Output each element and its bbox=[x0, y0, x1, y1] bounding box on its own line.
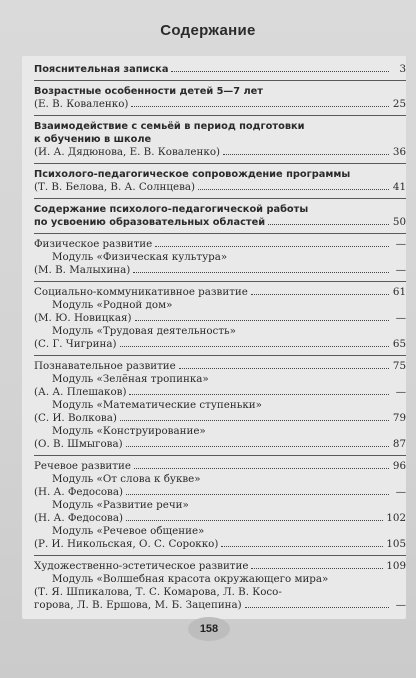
toc-entry-text: (Т. В. Белова, В. А. Солнцева) bbox=[34, 181, 196, 193]
toc-entry-text: Речевое развитие bbox=[34, 460, 131, 472]
toc-entry-text: Содержание психолого-педагогической работы bbox=[34, 204, 309, 215]
toc-entry bbox=[34, 299, 406, 312]
dot-leader bbox=[251, 286, 389, 295]
toc-entry-text: Взаимодействие с семьёй в период подготовки bbox=[34, 121, 305, 132]
toc-entry bbox=[34, 460, 406, 473]
dot-leader bbox=[135, 312, 390, 321]
toc-entry-text: (О. В. Шмыгова) bbox=[34, 438, 123, 450]
toc-page-number: 87 bbox=[392, 438, 406, 450]
toc-section bbox=[34, 359, 406, 456]
toc-entry-text: Познавательное развитие bbox=[34, 360, 176, 372]
toc-entry bbox=[34, 264, 406, 277]
toc-entry-text: (Н. А. Федосова) bbox=[34, 486, 123, 498]
toc-entry bbox=[34, 473, 406, 486]
toc-entry-text: (С. И. Волкова) bbox=[34, 412, 117, 424]
toc-entry bbox=[34, 238, 406, 251]
toc-entry-text: (Е. В. Коваленко) bbox=[34, 98, 129, 110]
toc-entry bbox=[34, 360, 406, 373]
dot-leader bbox=[221, 538, 383, 547]
toc-entry bbox=[34, 373, 406, 386]
toc-entry-text: Модуль «Математические ступеньки» bbox=[52, 399, 262, 411]
toc-page-number: 109 bbox=[386, 560, 406, 572]
toc-page-number: — bbox=[395, 386, 406, 398]
toc-page-number: — bbox=[395, 486, 406, 498]
toc-entry bbox=[34, 98, 406, 111]
toc-entry bbox=[34, 486, 406, 499]
dot-leader bbox=[134, 460, 389, 469]
toc-entry-text: горова, Л. В. Ершова, М. Б. Зацепина) bbox=[34, 599, 242, 611]
dot-leader bbox=[133, 264, 389, 273]
toc-entry bbox=[34, 133, 406, 146]
page-number: 158 bbox=[188, 617, 230, 641]
dot-leader bbox=[120, 412, 389, 421]
dot-leader bbox=[131, 98, 389, 107]
toc-entry bbox=[34, 599, 406, 612]
toc-entry bbox=[34, 325, 406, 338]
toc-section bbox=[34, 167, 406, 199]
toc-entry bbox=[34, 438, 406, 451]
toc-entry-text: Модуль «Конструирование» bbox=[52, 425, 206, 437]
toc-page-number: 3 bbox=[399, 63, 406, 75]
toc-page-number: 75 bbox=[392, 360, 406, 372]
toc-entry-text: Модуль «Трудовая деятельность» bbox=[52, 325, 236, 337]
toc-page-number: 50 bbox=[392, 216, 406, 228]
dot-leader bbox=[198, 181, 389, 190]
dot-leader bbox=[129, 386, 389, 395]
toc-entry-text: по усвоению образовательных областей bbox=[34, 217, 266, 228]
toc-section bbox=[34, 285, 406, 356]
toc-entry bbox=[34, 85, 406, 98]
toc-entry-text: Физическое развитие bbox=[34, 238, 153, 250]
toc-entry bbox=[34, 63, 406, 76]
toc-section bbox=[34, 62, 406, 81]
toc-page-number: 96 bbox=[392, 460, 406, 472]
toc-entry-text: (Р. И. Никольская, О. С. Сорокко) bbox=[34, 538, 219, 550]
toc-entry bbox=[34, 560, 406, 573]
toc-entry bbox=[34, 425, 406, 438]
toc-entry-text: (С. Г. Чигрина) bbox=[34, 338, 117, 350]
toc-entry-text: Психолого-педагогическое сопровождение программы bbox=[34, 169, 351, 180]
toc-entry-text: (М. Ю. Новицкая) bbox=[34, 312, 132, 324]
toc-entry bbox=[34, 538, 406, 551]
toc-entry-text: Модуль «Родной дом» bbox=[52, 299, 173, 311]
toc-entry bbox=[34, 512, 406, 525]
toc-entry bbox=[34, 525, 406, 538]
dot-leader bbox=[223, 146, 389, 155]
toc-page-number: 79 bbox=[392, 412, 406, 424]
toc-section bbox=[34, 84, 406, 116]
toc-section bbox=[34, 202, 406, 234]
toc-entry-text: Возрастные особенности детей 5—7 лет bbox=[34, 86, 263, 97]
dot-leader bbox=[179, 360, 389, 369]
toc-entry bbox=[34, 146, 406, 159]
toc-page-number: 36 bbox=[392, 146, 406, 158]
toc-entry-text: (М. В. Малыхина) bbox=[34, 264, 131, 276]
page-title: Содержание bbox=[160, 22, 256, 39]
toc-entry-text: Модуль «От слова к букве» bbox=[52, 473, 201, 485]
toc-page-number: 102 bbox=[386, 512, 406, 524]
toc-entry bbox=[34, 168, 406, 181]
toc-entry bbox=[34, 181, 406, 194]
toc-entry bbox=[34, 251, 406, 264]
dot-leader bbox=[268, 216, 389, 225]
toc-entry bbox=[34, 216, 406, 229]
toc-page-number: — bbox=[395, 312, 406, 324]
toc-section bbox=[34, 119, 406, 164]
dot-leader bbox=[155, 238, 389, 247]
toc-entry bbox=[34, 286, 406, 299]
toc-entry bbox=[34, 399, 406, 412]
toc-entry-text: Пояснительная записка bbox=[34, 64, 169, 75]
toc-entry bbox=[34, 203, 406, 216]
toc-page-number: 41 bbox=[392, 181, 406, 193]
dot-leader bbox=[120, 338, 390, 347]
toc-entry bbox=[34, 312, 406, 325]
dot-leader bbox=[126, 438, 389, 447]
toc-entry bbox=[34, 120, 406, 133]
toc-page-number: 25 bbox=[392, 98, 406, 110]
dot-leader bbox=[171, 63, 389, 72]
toc-section bbox=[34, 559, 406, 616]
toc-page-number: 61 bbox=[392, 286, 406, 298]
toc-entry-text: Художественно-эстетическое развитие bbox=[34, 560, 249, 572]
toc-entry bbox=[34, 586, 406, 599]
dot-leader bbox=[126, 486, 389, 495]
toc-entry bbox=[34, 499, 406, 512]
toc-entry bbox=[34, 412, 406, 425]
toc-entry-text: к обучению в школе bbox=[34, 134, 152, 145]
toc-section bbox=[34, 237, 406, 282]
toc-entry-text: (А. А. Плешаков) bbox=[34, 386, 127, 398]
toc-entry bbox=[34, 386, 406, 399]
toc-entry-text: (Т. Я. Шпикалова, Т. С. Комарова, Л. В. Косо- bbox=[34, 586, 282, 598]
toc-page-number: — bbox=[395, 599, 406, 611]
table-of-contents bbox=[34, 62, 406, 619]
toc-entry-text: Модуль «Развитие речи» bbox=[52, 499, 189, 511]
toc-page-number: 65 bbox=[392, 338, 406, 350]
toc-page-number: — bbox=[395, 264, 406, 276]
toc-entry-text: Модуль «Физическая культура» bbox=[52, 251, 228, 263]
toc-entry-text: Модуль «Зелёная тропинка» bbox=[52, 373, 209, 385]
toc-entry-text: Модуль «Речевое общение» bbox=[52, 525, 205, 537]
toc-entry bbox=[34, 573, 406, 586]
toc-entry-text: Социально-коммуникативное развитие bbox=[34, 286, 248, 298]
toc-page-number: 105 bbox=[386, 538, 406, 550]
dot-leader bbox=[245, 599, 389, 608]
toc-entry-text: Модуль «Волшебная красота окружающего мира» bbox=[52, 573, 329, 585]
dot-leader bbox=[251, 560, 383, 569]
dot-leader bbox=[126, 512, 383, 521]
toc-section bbox=[34, 459, 406, 556]
toc-entry-text: (И. А. Дядюнова, Е. В. Коваленко) bbox=[34, 146, 221, 158]
toc-page-number: — bbox=[395, 238, 406, 250]
toc-entry-text: (Н. А. Федосова) bbox=[34, 512, 123, 524]
toc-entry bbox=[34, 338, 406, 351]
